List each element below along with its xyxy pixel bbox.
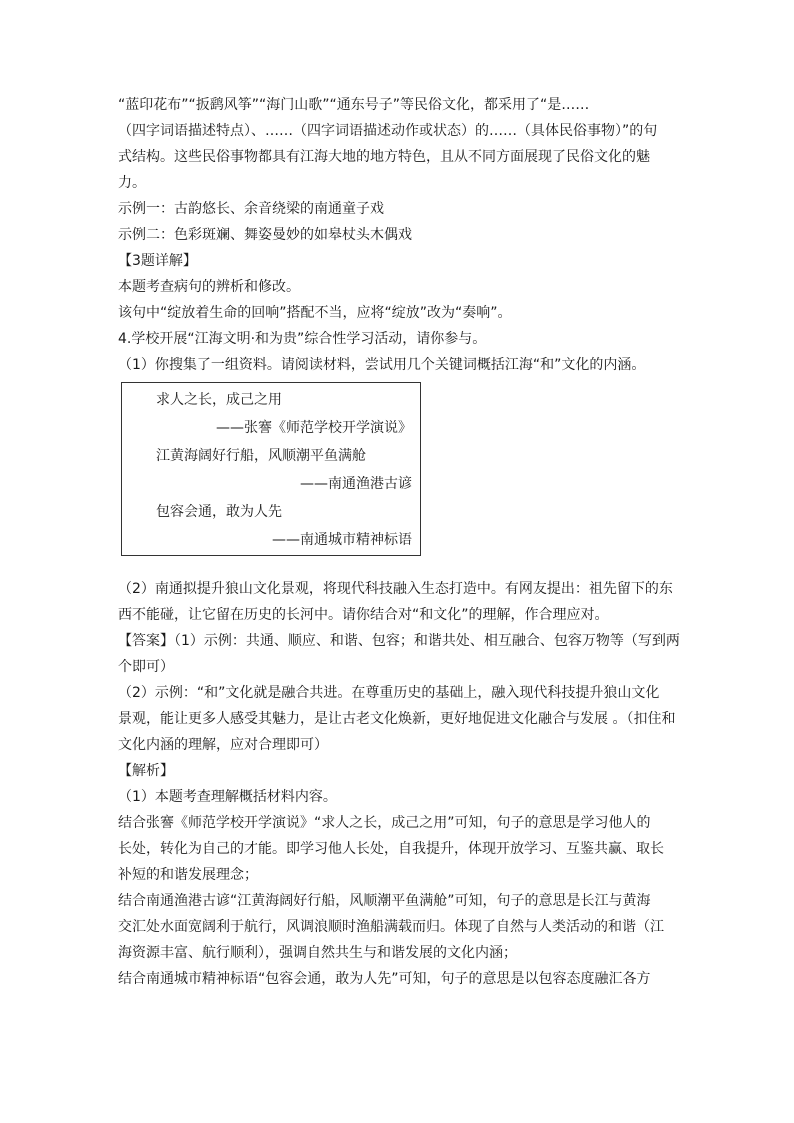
text-line: 海资源丰富、航行顺利），强调自然共生与和谐发展的文化内涵；: [118, 945, 517, 961]
quote-text: 包容会通，敢为人先: [156, 504, 282, 520]
text-line: 长处，转化为自己的才能。即学习他人长处，自我提升，体现开放学习、互鉴共赢、取长: [118, 841, 664, 857]
example-two: 示例二：色彩斑斓、舞姿曼妙的如皋杖头木偶戏: [118, 227, 412, 243]
text-line: 结合南通城市精神标语“包容会通，敢为人先”可知，句子的意思是以包容态度融汇各方: [118, 971, 651, 987]
text-line: 结合张謇《师范学校开学演说》“求人之长，成己之用”可知，句子的意思是学习他人的: [118, 815, 651, 831]
quote-source: ——南通城市精神标语: [272, 532, 412, 548]
text-line: 该句中“绽放着生命的回响”搭配不当，应将“绽放”改为“奏响”。: [118, 305, 512, 321]
bottom-paragraphs: [118, 576, 688, 992]
text-line: 式结构。这些民俗事物都具有江海大地的地方特色，且从不同方面展现了民俗文化的魅: [118, 149, 650, 165]
text-line: 补短的和谐发展理念；: [118, 867, 258, 883]
sub-question-1: （1）你搜集了一组资料。请阅读材料，尝试用几个关键词概括江海“和”文化的内涵。: [118, 357, 646, 373]
quote-text: 江黄海阔好行船，风顺潮平鱼满舱: [156, 448, 366, 464]
text-line: “蓝印花布”“扳鹞风筝”“海门山歌”“通东号子”等民俗文化，都采用了“是……: [118, 97, 590, 113]
section-heading: 【3题详解】: [118, 253, 197, 269]
top-paragraphs: [118, 92, 688, 378]
text-line: 结合南通渔港古谚“江黄海阔好行船，风顺潮平鱼满舱”可知，句子的意思是长江与黄海: [118, 893, 651, 909]
quote-source: ——张謇《师范学校开学演说》: [216, 420, 412, 436]
sub-question-2: （2）南通拟提升狼山文化景观，将现代科技融入生态打造中。有网友提出：祖先留下的东: [118, 581, 673, 597]
material-box: [121, 382, 421, 556]
analysis-heading: 【解析】: [118, 763, 174, 779]
text-line: 力。: [118, 175, 146, 191]
answer-heading: 【答案】（1）示例：共通、顺应、和谐、包容；和谐共处、相互融合、包容万物等（写到两: [118, 633, 680, 649]
text-line: （1）本题考查理解概括材料内容。: [118, 789, 337, 805]
text-line: （2）示例：“和”文化就是融合共进。在尊重历史的基础上，融入现代科技提升狼山文化: [118, 685, 660, 701]
document-page: [118, 92, 688, 992]
text-line: 个即可）: [118, 659, 174, 675]
quote-text: 求人之长，成己之用: [156, 392, 282, 408]
question-title: 4.学校开展“江海文明·和为贵”综合性学习活动，请你参与。: [118, 331, 487, 347]
quote-source: ——南通渔港古谚: [300, 476, 412, 492]
text-line: 交汇处水面宽阔利于航行，风调浪顺时渔船满载而归。体现了自然与人类活动的和谐（江: [118, 919, 664, 935]
text-line: 本题考查病句的辨析和修改。: [118, 279, 300, 295]
text-line: 文化内涵的理解，应对合理即可）: [118, 737, 328, 753]
text-line: （四字词语描述特点）、……（四字词语描述动作或状态）的……（具体民俗事物）”的句: [118, 123, 658, 139]
text-line: 西不能碰，让它留在历史的长河中。请你结合对“和文化”的理解，作合理应对。: [118, 607, 609, 623]
text-line: 景观，能让更多人感受其魅力，是让古老文化焕新，更好地促进文化融合与发展 。（扣住和: [118, 711, 676, 727]
example-one: 示例一：古韵悠长、余音绕梁的南通童子戏: [118, 201, 384, 217]
